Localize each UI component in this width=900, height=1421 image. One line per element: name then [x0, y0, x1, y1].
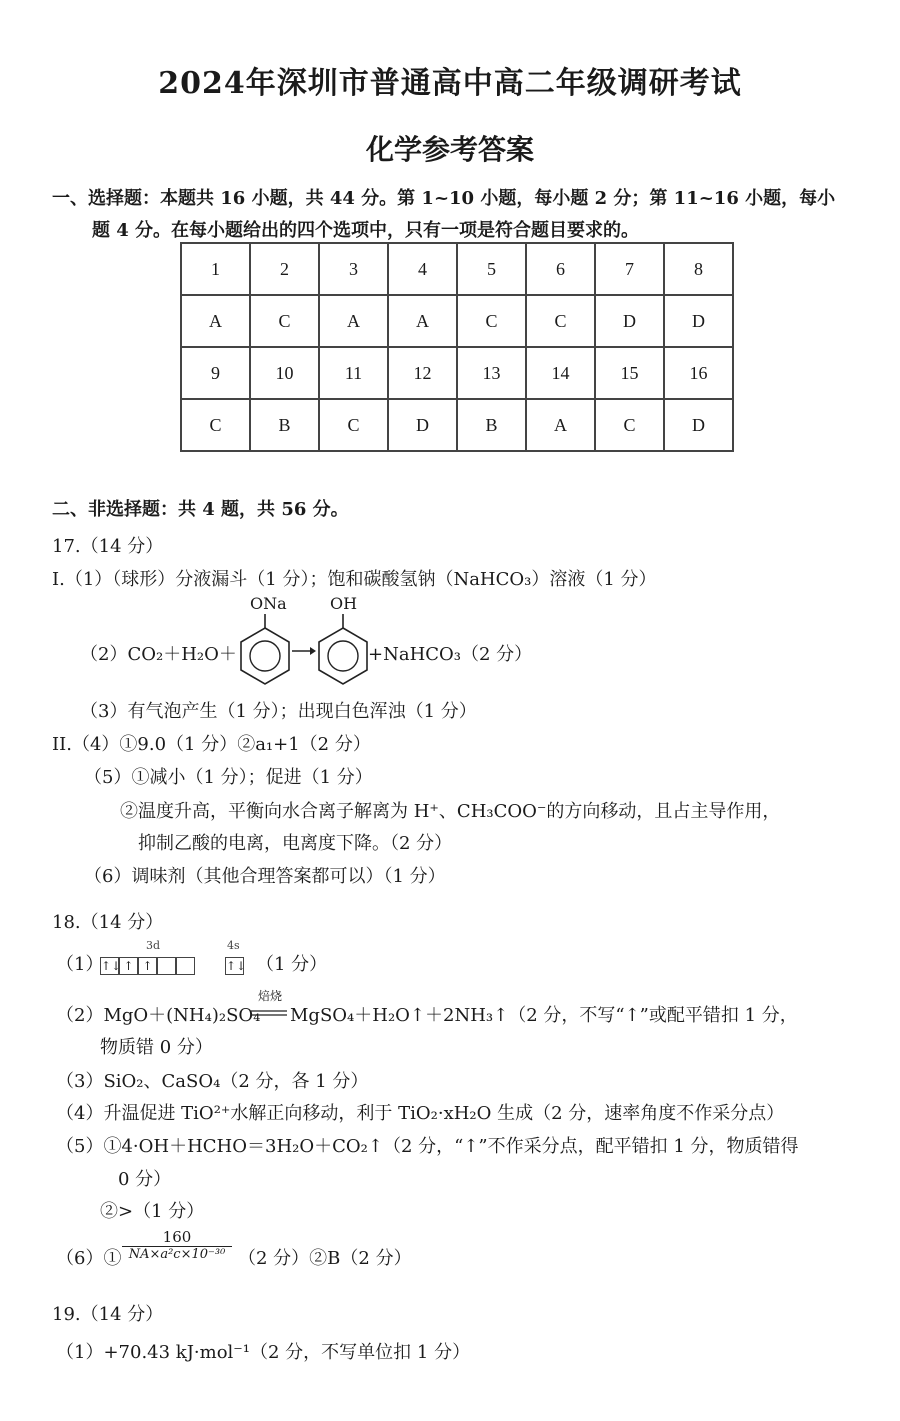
orbital-box	[157, 957, 176, 975]
table-cell: 1	[181, 243, 250, 295]
q18-line3: （3）SiO₂、CaSO₄（2 分，各 1 分）	[56, 1071, 369, 1092]
orbital-box: ↑↓	[226, 958, 247, 973]
label-ona: ONa	[250, 594, 287, 613]
q18-heading: 18.（14 分）	[52, 912, 164, 933]
q18-line2-b: MgSO₄＋H₂O↑＋2NH₃↑（2 分，不写“↑”或配平错扣 1 分，	[290, 1005, 798, 1026]
orbital-4s	[225, 955, 247, 975]
table-cell: A	[181, 295, 250, 347]
q17-line4: II.（4）①9.0（1 分）②a₁+1（2 分）	[52, 734, 371, 755]
fraction-numerator: 160	[122, 1228, 232, 1247]
table-cell: D	[595, 295, 664, 347]
table-cell: B	[457, 399, 526, 451]
q17-line8: （6）调味剂（其他合理答案都可以）（1 分）	[84, 866, 446, 887]
table-cell: 15	[595, 347, 664, 399]
equals-arrow-icon	[251, 1009, 287, 1017]
q17-line2-prefix: （2）CO₂＋H₂O＋	[80, 644, 237, 665]
table-cell: C	[250, 295, 319, 347]
fraction-denominator: NA×a²c×10⁻³⁰	[128, 1247, 226, 1262]
q17-line6: ②温度升高，平衡向水合离子解离为 H⁺、CH₃COO⁻的方向移动，且占主导作用，	[120, 801, 781, 822]
table-cell: D	[388, 399, 457, 451]
reaction-condition: 焙烧	[258, 989, 283, 1003]
table-cell: A	[319, 295, 388, 347]
table-cell: C	[526, 295, 595, 347]
page-subtitle: 化学参考答案	[365, 133, 534, 166]
section2-heading: 二、非选择题：共 4 题，共 56 分。	[52, 499, 349, 520]
density-fraction	[122, 1228, 232, 1262]
q18-line4: （4）升温促进 TiO²⁺水解正向移动，利于 TiO₂·xH₂O 生成（2 分，速率角度不作采分点）	[56, 1103, 785, 1124]
q17-line7: 抑制乙酸的电离，电离度下降。（2 分）	[138, 833, 453, 854]
table-row	[181, 399, 733, 451]
q19-line1: （1）+70.43 kJ·mol⁻¹（2 分，不写单位扣 1 分）	[56, 1342, 471, 1363]
label-3d: 3d	[146, 939, 161, 952]
q17-heading: 17.（14 分）	[52, 536, 164, 557]
q19-heading: 19.（14 分）	[52, 1304, 164, 1325]
q17-line1: I.（1）（球形）分液漏斗（1 分）；饱和碳酸氢钠（NaHCO₃）溶液（1 分）	[52, 569, 657, 590]
table-cell: 2	[250, 243, 319, 295]
q18-line7: ②>（1 分）	[100, 1201, 205, 1222]
q18-line8-prefix: （6）①	[56, 1248, 122, 1269]
q17-line3: （3）有气泡产生（1 分）；出现白色浑浊（1 分）	[80, 701, 477, 722]
answer-table	[180, 242, 734, 452]
q18-line2-c: 物质错 0 分）	[100, 1037, 213, 1058]
table-row	[181, 295, 733, 347]
table-cell: 4	[388, 243, 457, 295]
section1-instructions-line1: 一、选择题：本题共 16 小题，共 44 分。第 1~10 小题，每小题 2 分；第 11~16 小题，每小	[52, 188, 836, 209]
table-cell: C	[181, 399, 250, 451]
table-row	[181, 347, 733, 399]
table-cell: D	[664, 399, 733, 451]
q18-line6: 0 分）	[118, 1169, 172, 1190]
q17-line5: （5）①减小（1 分）；促进（1 分）	[84, 767, 373, 788]
table-cell: 11	[319, 347, 388, 399]
orbital-box: ↑	[119, 957, 138, 975]
table-cell: 5	[457, 243, 526, 295]
table-cell: 14	[526, 347, 595, 399]
q18-line8-suffix: （2 分）②B（2 分）	[238, 1248, 412, 1269]
table-cell: 12	[388, 347, 457, 399]
table-cell: A	[388, 295, 457, 347]
q18-line5: （5）①4·OH＋HCHO＝3H₂O＋CO₂↑（2 分，“↑”不作采分点，配平错扣 1 分，物质错得	[56, 1136, 799, 1157]
table-cell: C	[319, 399, 388, 451]
q18-line1-prefix: （1）	[56, 954, 104, 975]
table-cell: 3	[319, 243, 388, 295]
page-title: 2024年深圳市普通高中高二年级调研考试	[158, 66, 742, 101]
orbital-box: ↑	[138, 957, 157, 975]
label-oh: OH	[330, 594, 358, 613]
table-cell: D	[664, 295, 733, 347]
section1-instructions-line2: 题 4 分。在每小题给出的四个选项中，只有一项是符合题目要求的。	[92, 220, 640, 241]
table-cell: A	[526, 399, 595, 451]
table-cell: 16	[664, 347, 733, 399]
table-cell: 13	[457, 347, 526, 399]
table-cell: C	[457, 295, 526, 347]
table-cell: 6	[526, 243, 595, 295]
table-cell: C	[595, 399, 664, 451]
table-cell: 9	[181, 347, 250, 399]
q17-line2-suffix: +NaHCO₃（2 分）	[368, 644, 533, 665]
table-cell: 10	[250, 347, 319, 399]
label-4s: 4s	[227, 939, 240, 952]
orbital-box	[176, 957, 195, 975]
table-cell: B	[250, 399, 319, 451]
orbital-3d	[100, 955, 195, 975]
orbital-box: ↑↓	[101, 958, 122, 973]
table-cell: 7	[595, 243, 664, 295]
q18-line2-a: （2）MgO＋(NH₄)₂SO₄	[56, 1005, 261, 1026]
table-cell: 8	[664, 243, 733, 295]
q18-line1-suffix: （1 分）	[256, 954, 328, 975]
table-row	[181, 243, 733, 295]
phenoxide-ring-icon	[230, 612, 300, 692]
